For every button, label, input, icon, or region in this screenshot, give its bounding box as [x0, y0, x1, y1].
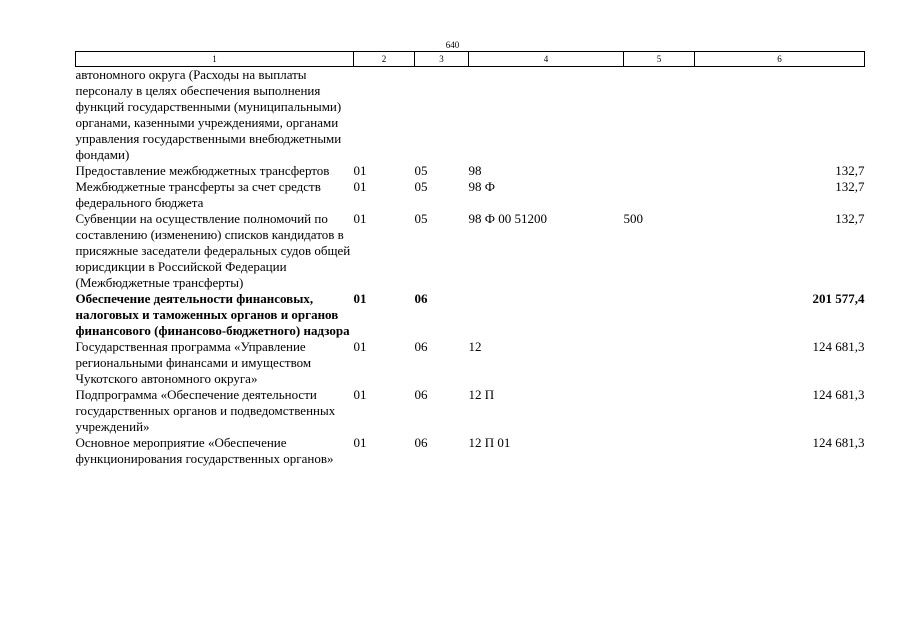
header-col-5: 5 — [624, 52, 695, 67]
table-row — [76, 67, 865, 164]
budget-table — [75, 51, 865, 467]
row-section-code: 01 — [353, 211, 367, 226]
header-col-6: 6 — [695, 52, 865, 67]
row-subsection-code: 06 — [414, 387, 428, 402]
row-description: Предоставление межбюджетных трансфертов — [75, 163, 330, 178]
table-row — [76, 163, 865, 179]
row-section-code: 01 — [353, 179, 367, 194]
row-expense-type: 500 — [623, 211, 643, 226]
row-amount: 124 681,3 — [812, 387, 865, 402]
row-description: Межбюджетные трансферты за счет средств федерального бюджета — [75, 179, 321, 210]
row-section-code: 01 — [353, 339, 367, 354]
row-amount — [695, 67, 865, 164]
header-col-1: 1 — [76, 52, 354, 67]
row-subsection-code — [415, 67, 469, 164]
table-header — [76, 52, 865, 67]
row-target-article: 12 — [468, 339, 482, 354]
row-target-article: 12 П 01 — [468, 435, 511, 450]
row-expense-type — [624, 435, 695, 467]
row-target-article — [469, 67, 624, 164]
table-body — [76, 67, 865, 468]
row-description: Подпрограмма «Обеспечение деятельности государственных органов и подведомственных учреждений» — [75, 387, 336, 434]
table-row — [76, 211, 865, 291]
row-amount: 201 577,4 — [812, 291, 865, 306]
row-amount: 124 681,3 — [812, 435, 865, 450]
row-amount: 132,7 — [835, 179, 865, 194]
row-section-code: 01 — [353, 163, 367, 178]
row-expense-type — [624, 387, 695, 435]
header-col-3: 3 — [415, 52, 469, 67]
row-subsection-code: 06 — [414, 435, 428, 450]
table-row — [76, 435, 865, 467]
row-section-code — [354, 67, 415, 164]
row-section-code: 01 — [353, 435, 367, 450]
table-row — [76, 291, 865, 339]
page-number: 640 — [445, 40, 460, 50]
row-expense-type — [624, 179, 695, 211]
row-amount: 124 681,3 — [812, 339, 865, 354]
row-subsection-code: 06 — [414, 339, 428, 354]
row-description: Государственная программа «Управление региональными финансами и имуществом Чукотского автономного округа» — [75, 339, 312, 386]
row-description: Субвенции на осуществление полномочий по составлению (изменению) списков кандидатов в присяжные заседатели федеральных судов общей юрисдикции в Российской Федерации (Межбюджетные трансферты) — [75, 211, 351, 290]
row-subsection-code: 06 — [414, 291, 428, 306]
row-target-article: 98 Ф 00 51200 — [468, 211, 548, 226]
row-subsection-code: 05 — [414, 163, 428, 178]
row-amount: 132,7 — [835, 211, 865, 226]
row-description: Обеспечение деятельности финансовых, налоговых и таможенных органов и органов финансового (финансово-бюджетного) надзора — [75, 291, 350, 338]
row-expense-type — [624, 67, 695, 164]
header-row — [76, 52, 865, 67]
row-expense-type — [624, 291, 695, 339]
row-description: Основное мероприятие «Обеспечение функционирования государственных органов» — [75, 435, 334, 466]
row-target-article: 98 — [468, 163, 482, 178]
row-target-article: 98 Ф — [468, 179, 496, 194]
row-section-code: 01 — [353, 387, 367, 402]
row-description: автономного округа (Расходы на выплаты персоналу в целях обеспечения выполнения функций государственными (муниципальными) органами, казенными учреждениями, органами управления государственными внебюджетными фондами) — [75, 67, 342, 162]
row-expense-type — [624, 339, 695, 387]
table-row — [76, 179, 865, 211]
row-section-code: 01 — [353, 291, 367, 306]
row-expense-type — [624, 163, 695, 179]
row-subsection-code: 05 — [414, 179, 428, 194]
row-target-article: 12 П — [468, 387, 495, 402]
row-amount: 132,7 — [835, 163, 865, 178]
header-col-2: 2 — [354, 52, 415, 67]
table-row — [76, 339, 865, 387]
row-subsection-code: 05 — [414, 211, 428, 226]
table-row — [76, 387, 865, 435]
header-col-4: 4 — [469, 52, 624, 67]
row-target-article — [469, 291, 624, 339]
